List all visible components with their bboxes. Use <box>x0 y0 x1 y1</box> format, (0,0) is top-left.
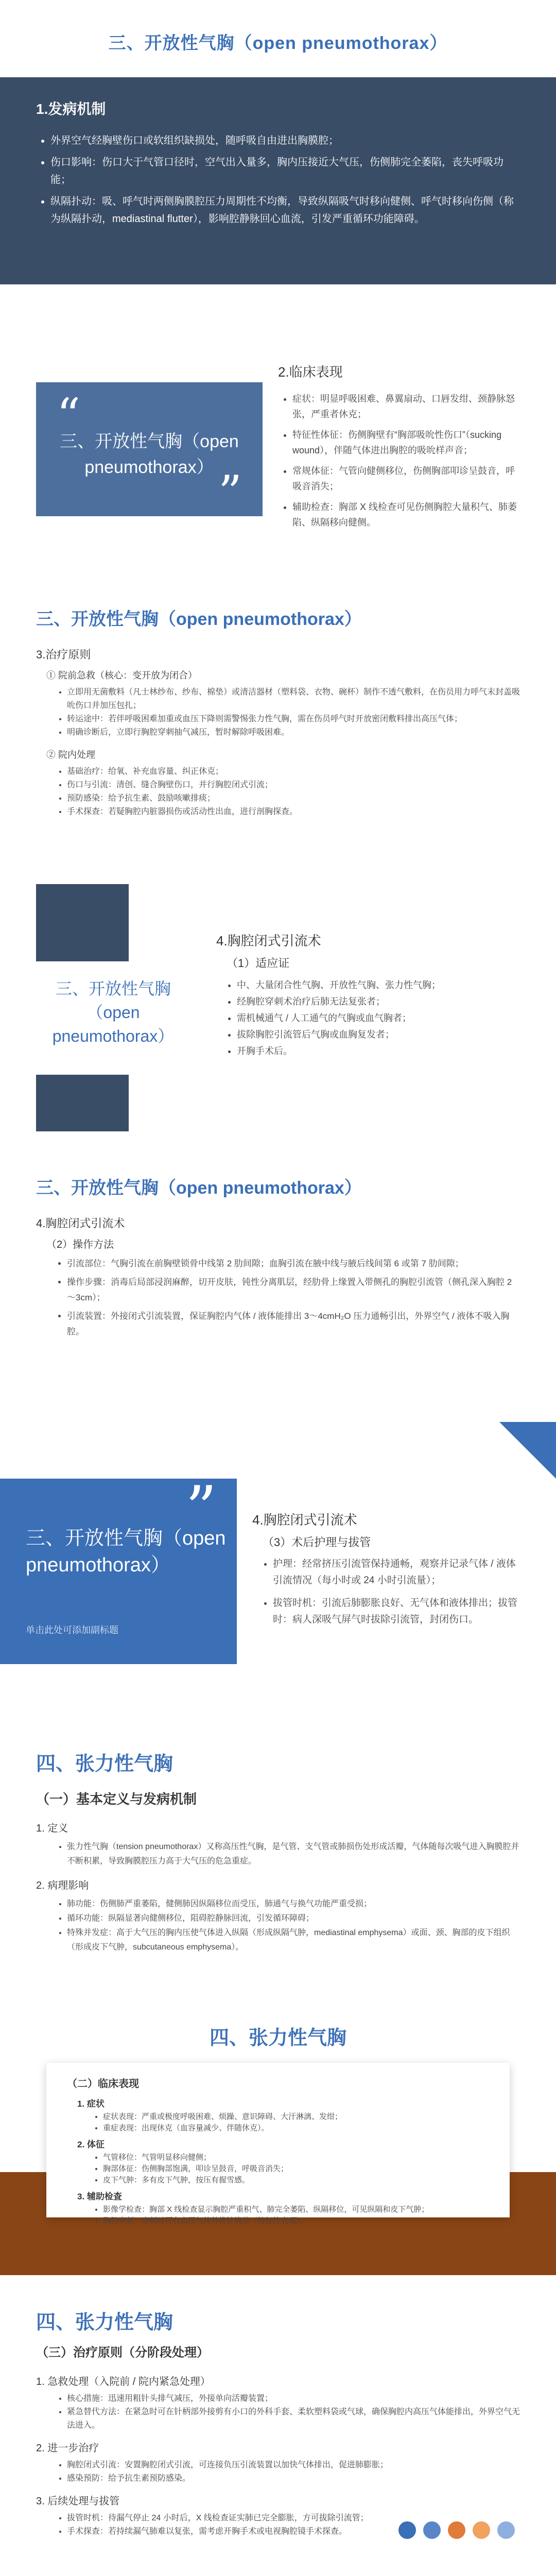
list-item: • 操作步骤：消毒后局部浸润麻醉，切开皮肤，钝性分离肌层，经肋骨上缘置入带侧孔的胸腔引流管（侧孔深入胸腔 2～3cm）； <box>67 1275 520 1306</box>
group-list <box>67 2152 489 2186</box>
group-label: ① 院前急救（核心：变开放为闭合） <box>46 670 197 681</box>
slide-mechanism <box>0 0 556 284</box>
group-list <box>36 2459 520 2485</box>
sub-heading: （2）操作方法 <box>46 1239 114 1250</box>
section-heading: 4.胸腔闭式引流术 <box>216 933 321 948</box>
slide-tension-clinical <box>0 1991 556 2275</box>
decor-dot <box>398 2521 416 2539</box>
list-item: • 症状：明显呼吸困难、鼻翼扇动、口唇发绀、颈静脉怒张，严重者休克； <box>292 391 520 422</box>
sub-heading: （3）术后护理与拔管 <box>263 1536 371 1549</box>
list-item: • 常规体征：气管向健侧移位，伤侧胸部叩诊呈鼓音，呼吸音消失； <box>292 463 520 494</box>
list-item: • 需机械通气 / 人工通气的气胸或血气胸者； <box>237 1010 525 1026</box>
group-list <box>67 2204 489 2227</box>
group-label: 2. 进一步治疗 <box>36 2443 99 2454</box>
indications-content <box>216 930 525 1059</box>
list-item: • 开胸手术后。 <box>237 1043 525 1059</box>
list-item: • 基础治疗：给氧、补充血容量、纠正休克； <box>67 765 520 778</box>
group-label: ② 院内处理 <box>46 750 96 760</box>
section-heading: 3.治疗原则 <box>36 648 91 661</box>
block-title: 三、开放性气胸（open pneumothorax） <box>26 1528 226 1576</box>
list-item: • 循环功能：纵隔显著向健侧移位，阻碍腔静脉回流，引发循环障碍； <box>67 1911 520 1926</box>
definition-content <box>36 1820 520 1963</box>
list-item: • 经胸腔穿刺术治疗后肺无法复张者； <box>237 993 525 1010</box>
group-list <box>36 1840 520 1869</box>
group-label: 2. 病理影响 <box>36 1880 89 1891</box>
slide-title: 四、张力性气胸 <box>36 1753 173 1775</box>
section-heading: 1.发病机制 <box>36 101 106 117</box>
method-list <box>36 1256 520 1340</box>
title-block <box>0 1473 237 1664</box>
list-item: • 拔除胸腔引流管后气胸或血胸复发者； <box>237 1026 525 1043</box>
list-item: • 辅助检查：胸部 X 线检查可见伤侧胸腔大量积气、肺萎陷、纵隔移向健侧。 <box>292 499 520 530</box>
slide-tension-treatment <box>0 2275 556 2560</box>
list-item: • 核心措施：迅速用粗针头排气减压，外接单向活瓣装置； <box>67 2392 520 2405</box>
list-item: • 症状表现：严重或极度呼吸困难、烦躁、意识障碍、大汗淋漓、发绀； <box>103 2111 489 2123</box>
group-label: 2. 体征 <box>77 2140 105 2149</box>
list-item: • 护理：经常挤压引流管保持通畅，观察并记录气体 / 液体引流情况（每小时或 24 小时引流量）； <box>273 1556 525 1589</box>
list-item: • 胸腔穿刺：穿刺时可有高压气体外推针筒芯（特征性表现）。 <box>103 2215 489 2227</box>
group-label: 3. 辅助检查 <box>77 2192 122 2201</box>
close-quote-icon: ” <box>218 466 242 520</box>
list-item: • 手术探查：若持续漏气肺难以复张，需考虑开胸手术或电视胸腔镜手术探查。 <box>67 2525 520 2538</box>
list-item: • 外界空气经胸壁伤口或软组织缺损处，随呼吸自由进出胸膜腔； <box>50 132 520 149</box>
list-item: • 肺功能：伤侧肺严重萎陷，健侧肺因纵隔移位而受压，肺通气与换气功能严重受损； <box>67 1897 520 1911</box>
list-item: • 影像学检查：胸部 X 线检查显示胸腔严重积气、肺完全萎陷、纵隔移位，可见纵隔和皮下气肿； <box>103 2204 489 2215</box>
list-item: • 引流部位：气胸引流在前胸壁锁骨中线第 2 肋间隙；血胸引流在腋中线与腋后线间第 6 或第 7 肋间隙； <box>67 1256 520 1272</box>
group-list <box>36 765 520 819</box>
section-heading: 4.胸腔闭式引流术 <box>252 1512 357 1528</box>
title-card <box>36 382 263 520</box>
decor-dot <box>497 2521 515 2539</box>
group-label: 3. 后续处理与拔管 <box>36 2496 120 2507</box>
decor-block <box>36 884 129 961</box>
list-item: • 气管移位：气管明显移向健侧； <box>103 2152 489 2163</box>
slide-title: 三、开放性气胸（open pneumothorax） <box>36 1178 362 1198</box>
slide-drainage-method <box>0 1138 556 1422</box>
sub-heading: （1）适应证 <box>227 957 290 970</box>
list-item: • 转运途中：若伴呼吸困难加重或血压下降则需警惕张力性气胸，需在伤员呼气时开放密闭敷料排出高压气体； <box>67 713 520 726</box>
list-item: • 手术探查：若疑胸腔内脏器损伤或活动性出血，进行剖胸探查。 <box>67 805 520 819</box>
slide-title: 三、开放性气胸（open pneumothorax） <box>36 609 362 629</box>
decor-dot <box>423 2521 441 2539</box>
slide-title: 三、开放性气胸（open pneumothorax） <box>108 33 448 53</box>
list-item: • 感染预防：给予抗生素预防感染。 <box>67 2472 520 2485</box>
group-list <box>67 2111 489 2134</box>
care-content <box>252 1510 525 1634</box>
list-item: • 胸部体征：伤侧胸部饱满，叩诊呈鼓音，呼吸音消失； <box>103 2163 489 2175</box>
section-heading: 2.临床表现 <box>278 364 343 380</box>
decor-block <box>36 1075 129 1131</box>
sub-title: （一）基本定义与发病机制 <box>36 1791 197 1807</box>
list-item: • 纵隔扑动：吸、呼气时两侧胸膜腔压力周期性不均衡，导致纵隔吸气时移向健侧、呼气时移向伤侧（称为纵隔扑动，mediastinal flutter），影响腔静脉回心血流，引发严重循环功能障碍。 <box>50 193 520 228</box>
subtitle-placeholder[interactable]: 单击此处可添加副标题 <box>26 1625 118 1635</box>
list-item: • 立即用无菌敷料（凡士林纱布、纱布、棉垫）或清洁器材（塑料袋、衣物、碗杯）制作不透气敷料，在伤员用力呼气末封盖吸吮伤口并加压包扎； <box>67 686 520 713</box>
clinical-content <box>278 362 520 535</box>
clinical-card <box>46 2063 510 2225</box>
slide-tension-definition <box>0 1706 556 1991</box>
slide-title: 四、张力性气胸 <box>36 2312 173 2333</box>
corner-decor <box>499 1422 556 1479</box>
list-item: • 紧急替代方法：在紧急时可在针柄部外接剪有小口的外科手套、柔软塑料袋或气球，确保胸腔内高压气体能排出，外界空气无法进入。 <box>67 2405 520 2432</box>
list-item: • 引流装置：外接闭式引流装置，保证胸腔内气体 / 液体能排出 3～4cmH₂O 压力通畅引出，外界空气 / 液体不吸入胸腔。 <box>67 1309 520 1340</box>
treatment-content <box>36 646 520 827</box>
list-item: • 预防感染：给予抗生素、鼓励咳嗽排痰； <box>67 792 520 805</box>
method-content <box>36 1215 520 1343</box>
mechanism-list <box>36 132 520 228</box>
list-item: • 明确诊断后，立即行胸腔穿刺抽气减压，暂时解除呼吸困难。 <box>67 726 520 739</box>
card-title: 三、开放性气胸（open pneumothorax） <box>60 432 239 477</box>
slide-treatment <box>0 569 556 853</box>
card-heading: （二）临床表现 <box>67 2078 139 2090</box>
treatment-content <box>36 2373 520 2546</box>
list-item: • 伤口影响：伤口大于气管口径时，空气出入量多，胸内压接近大气压，伤侧肺完全萎陷，丧失呼吸功能； <box>50 154 520 189</box>
list-item: • 拔管时机：待漏气停止 24 小时后，X 线检查证实肺已完全膨胀，方可拔除引流管； <box>67 2512 520 2525</box>
side-title: 三、开放性气胸（open pneumothorax） <box>52 979 175 1045</box>
quote-icon: ” <box>185 1473 217 1545</box>
list-item: • 胸腔闭式引流：安置胸腔闭式引流，可连接负压引流装置以加快气体排出，促进肺膨胀； <box>67 2459 520 2472</box>
mechanism-panel <box>0 77 556 284</box>
group-label: 1. 急救处理（入院前 / 院内紧急处理） <box>36 2376 211 2387</box>
slide-drainage-indications <box>0 853 556 1138</box>
open-quote-icon: “ <box>57 388 81 443</box>
decor-dot <box>473 2521 490 2539</box>
list-item: • 中、大量闭合性气胸、开放性气胸、张力性气胸； <box>237 977 525 993</box>
clinical-list <box>278 391 520 530</box>
section-heading: 4.胸腔闭式引流术 <box>36 1217 125 1230</box>
group-list <box>36 2392 520 2432</box>
slide-drainage-care <box>0 1422 556 1706</box>
list-item: • 拔管时机：引流后肺膨胀良好、无气体和液体排出；拔管时：病人深吸气屏气时拔除引流管，封闭伤口。 <box>273 1595 525 1628</box>
care-list <box>252 1556 525 1628</box>
group-list <box>36 686 520 739</box>
indications-list <box>216 977 525 1059</box>
slide-clinical <box>0 284 556 569</box>
slide-title: 四、张力性气胸 <box>209 2027 346 2049</box>
list-item: • 特殊并发症：高于大气压的胸内压使气体进入纵隔（形成纵隔气肿，mediastinal emphysema）或面、颈、胸部的皮下组织（形成皮下气肿，subcutaneous emphysema）。 <box>67 1926 520 1955</box>
sub-title: （三）治疗原则（分阶段处理） <box>36 2346 209 2360</box>
list-item: • 重症表现：出现休克（血容量减少、伴随休克）。 <box>103 2123 489 2134</box>
list-item: • 皮下气肿：多有皮下气肿，按压有握雪感。 <box>103 2175 489 2186</box>
group-label: 1. 定义 <box>36 1823 68 1834</box>
group-list <box>36 1897 520 1955</box>
group-label: 1. 症状 <box>77 2099 105 2109</box>
decor-dot <box>448 2521 465 2539</box>
list-item: • 张力性气胸（tension pneumothorax）又称高压性气胸，是气管、支气管或肺损伤处形成活瓣，气体随每次吸气进入胸膜腔并不断积累，导致胸膜腔压力高于大气压的危急重症。 <box>67 1840 520 1869</box>
list-item: • 特征性体征：伤侧胸壁有“胸部吸吮性伤口”（sucking wound），伴随气体进出胸腔的吸吮样声音； <box>292 427 520 458</box>
slide-thanks <box>0 2560 556 2576</box>
decor-dots <box>398 2521 515 2539</box>
list-item: • 伤口与引流：清创、缝合胸壁伤口，并行胸腔闭式引流； <box>67 778 520 792</box>
